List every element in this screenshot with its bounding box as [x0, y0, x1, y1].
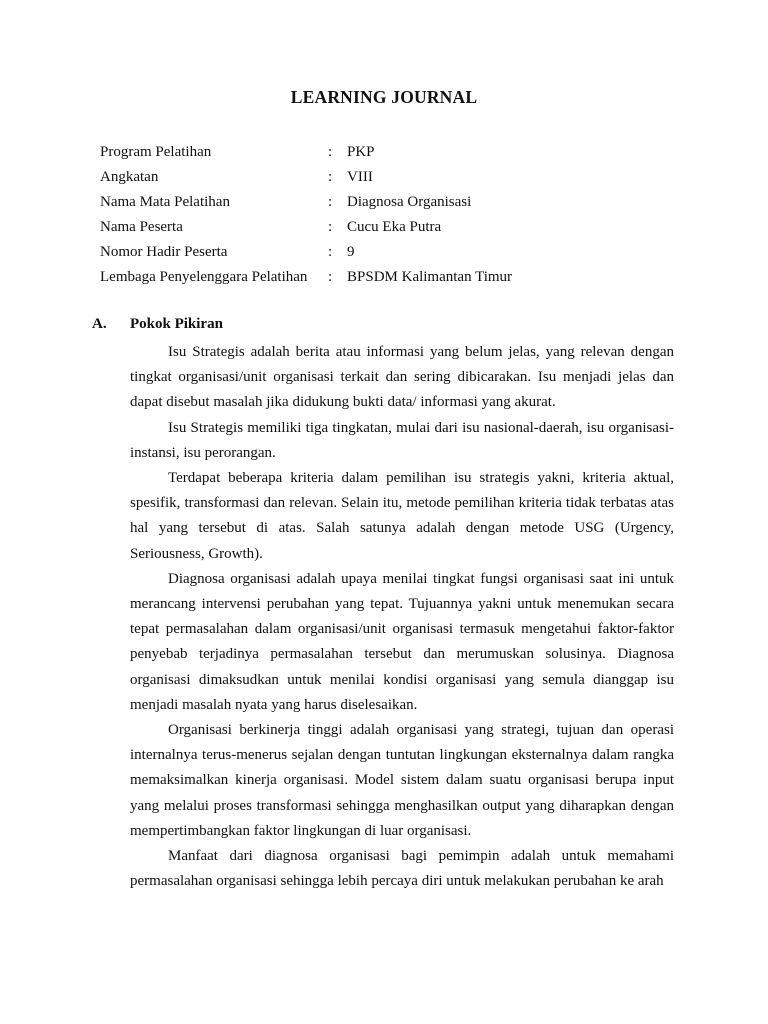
info-value: BPSDM Kalimantan Timur — [347, 269, 513, 285]
paragraph: Diagnosa organisasi adalah upaya menilai tingkat fungsi organisasi saat ini untuk merancang intervensi perubahan yang tepat. Tujuannya yakni untuk menemukan secara tepat permasalahan dalam organisasi/unit organisasi termasuk mengetahui faktor-faktor penyebab terjadinya permasalahan tersebut dan merumuskan solusinya. Diagnosa organisasi dimaksudkan untuk menilai kondisi organisasi yang semula dianggap isu menjadi masalah nyata yang harus diselesaikan. — [130, 570, 674, 713]
info-row — [100, 265, 512, 290]
info-row — [100, 165, 512, 190]
info-separator: : — [328, 194, 333, 210]
paragraph: Isu Strategis adalah berita atau informasi yang belum jelas, yang relevan dengan tingkat organisasi/unit organisasi terkait dan sering dibicarakan. Isu menjadi jelas dan dapat disebut masalah jika didukung bukti data/ informasi yang akurat. — [130, 344, 674, 411]
paragraph: Organisasi berkinerja tinggi adalah organisasi yang strategi, tujuan dan operasi internalnya terus-menerus sejalan dengan tuntutan lingkungan eksternalnya dalam rangka memaksimalkan kinerja organisasi. Model sistem dalam suatu organisasi berupa input yang melalui proses transformasi sehingga menghasilkan output yang diharapkan dengan mempertimbangkan faktor lingkungan di luar organisasi. — [130, 722, 674, 839]
paragraph: Manfaat dari diagnosa organisasi bagi pemimpin adalah untuk memahami permasalahan organisasi sehingga lebih percaya diri untuk melakukan perubahan ke arah — [130, 848, 674, 890]
info-separator: : — [328, 244, 333, 260]
info-value: Diagnosa Organisasi — [347, 194, 472, 210]
info-row — [100, 190, 512, 215]
info-label: Nomor Hadir Peserta — [100, 244, 228, 260]
info-label: Program Pelatihan — [100, 144, 212, 160]
section-heading — [92, 316, 223, 333]
info-value: PKP — [347, 144, 375, 160]
info-label: Nama Mata Pelatihan — [100, 194, 230, 210]
info-row — [100, 140, 512, 165]
info-label: Angkatan — [100, 169, 159, 185]
info-value: Cucu Eka Putra — [347, 219, 442, 235]
info-label: Nama Peserta — [100, 219, 183, 235]
section-number: A. — [92, 316, 107, 332]
participant-info-table — [100, 140, 512, 290]
info-separator: : — [328, 219, 333, 235]
info-separator: : — [328, 169, 333, 185]
document-title: LEARNING JOURNAL — [290, 87, 478, 107]
info-row — [100, 240, 512, 265]
section-title: Pokok Pikiran — [130, 316, 223, 332]
info-value: 9 — [347, 244, 355, 260]
info-label: Lembaga Penyelenggara Pelatihan — [100, 269, 308, 285]
info-separator: : — [328, 269, 333, 285]
paragraph: Isu Strategis memiliki tiga tingkatan, mulai dari isu nasional-daerah, isu organisasi-instansi, isu perorangan. — [130, 419, 674, 461]
info-row — [100, 215, 512, 240]
info-value: VIII — [347, 169, 373, 185]
info-separator: : — [328, 144, 333, 160]
paragraph: Terdapat beberapa kriteria dalam pemilihan isu strategis yakni, kriteria aktual, spesifik, transformasi dan relevan. Selain itu, metode pemilihan kriteria tidak terbatas atas hal yang tersebut di atas. Salah satunya adalah dengan metode USG (Urgency, Seriousness, Growth). — [130, 470, 674, 562]
section-body — [130, 340, 674, 894]
